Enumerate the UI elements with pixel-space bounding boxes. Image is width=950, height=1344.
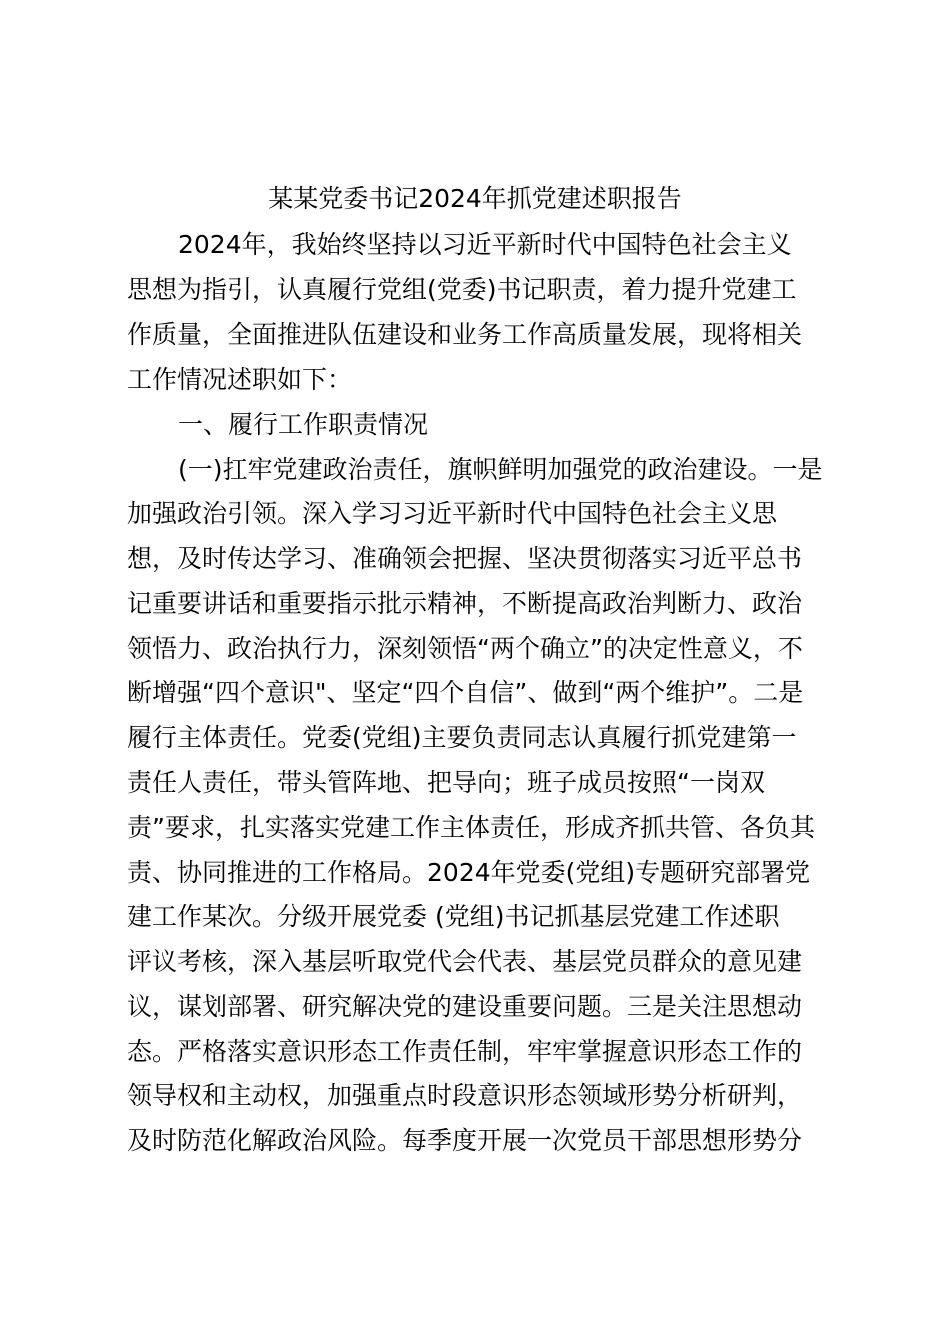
paragraph-line-10: 断增强“四个意识"、坚定“四个自信”、做到“两个维护”。二是	[127, 678, 804, 707]
paragraph-line-18: 态。严格落实意识形态工作责任制，牢牢掌握意识形态工作的	[127, 1037, 803, 1066]
paragraph-line-17: 议，谋划部署、研究解决党的建设重要问题。三是关注思想动	[127, 992, 803, 1021]
paragraph-line-9: 领悟力、政治执行力，深刻领悟“两个确立”的决定性意义，不	[127, 634, 803, 663]
paragraph-line-16: 评议考核，深入基层听取党代会代表、基层党员群众的意见建	[127, 947, 803, 976]
paragraph-line-6: 加强政治引领。深入学习习近平新时代中国特色社会主义思	[127, 499, 778, 528]
section-heading: 一、履行工作职责情况	[178, 410, 429, 439]
paragraph-line-2: 思想为指引，认真履行党组(党委)书记职责，着力提升党建工	[127, 275, 797, 304]
paragraph-line-19: 领导权和主动权，加强重点时段意识形态领域形势分析研判，	[127, 1081, 803, 1110]
paragraph-line-20: 及时防范化解政治风险。每季度开展一次党员干部思想形势分	[127, 1126, 803, 1155]
paragraph-line-15: 建工作某次。分级开展党委 (党组)书记抓基层党建工作述职	[127, 902, 780, 931]
paragraph-line-5: (一)扛牢党建政治责任，旗帜鲜明加强党的政治建设。一是	[178, 455, 823, 484]
paragraph-line-1: 2024年，我始终坚持以习近平新时代中国特色社会主义	[178, 230, 792, 259]
paragraph-line-7: 想，及时传达学习、准确领会把握、坚决贯彻落实习近平总书	[127, 544, 803, 573]
paragraph-line-13: 责”要求，扎实落实党建工作主体责任，形成齐抓共管、各负其	[127, 813, 815, 842]
paragraph-line-3: 作质量，全面推进队伍建设和业务工作高质量发展，现将相关	[127, 320, 803, 349]
paragraph-line-8: 记重要讲话和重要指示批示精神，不断提高政治判断力、政治	[127, 589, 803, 618]
paragraph-line-14: 责、协同推进的工作格局。2024年党委(党组)专题研究部署党	[127, 858, 811, 887]
paragraph-line-12: 责任人责任，带头管阵地、把导向；班子成员按照“一岗双	[127, 768, 765, 797]
paragraph-line-4: 工作情况述职如下：	[127, 365, 353, 394]
paragraph-line-11: 履行主体责任。党委(党组)主要负责同志认真履行抓党建第一	[127, 723, 797, 752]
document-title: 某某党委书记2024年抓党建述职报告	[268, 184, 682, 213]
